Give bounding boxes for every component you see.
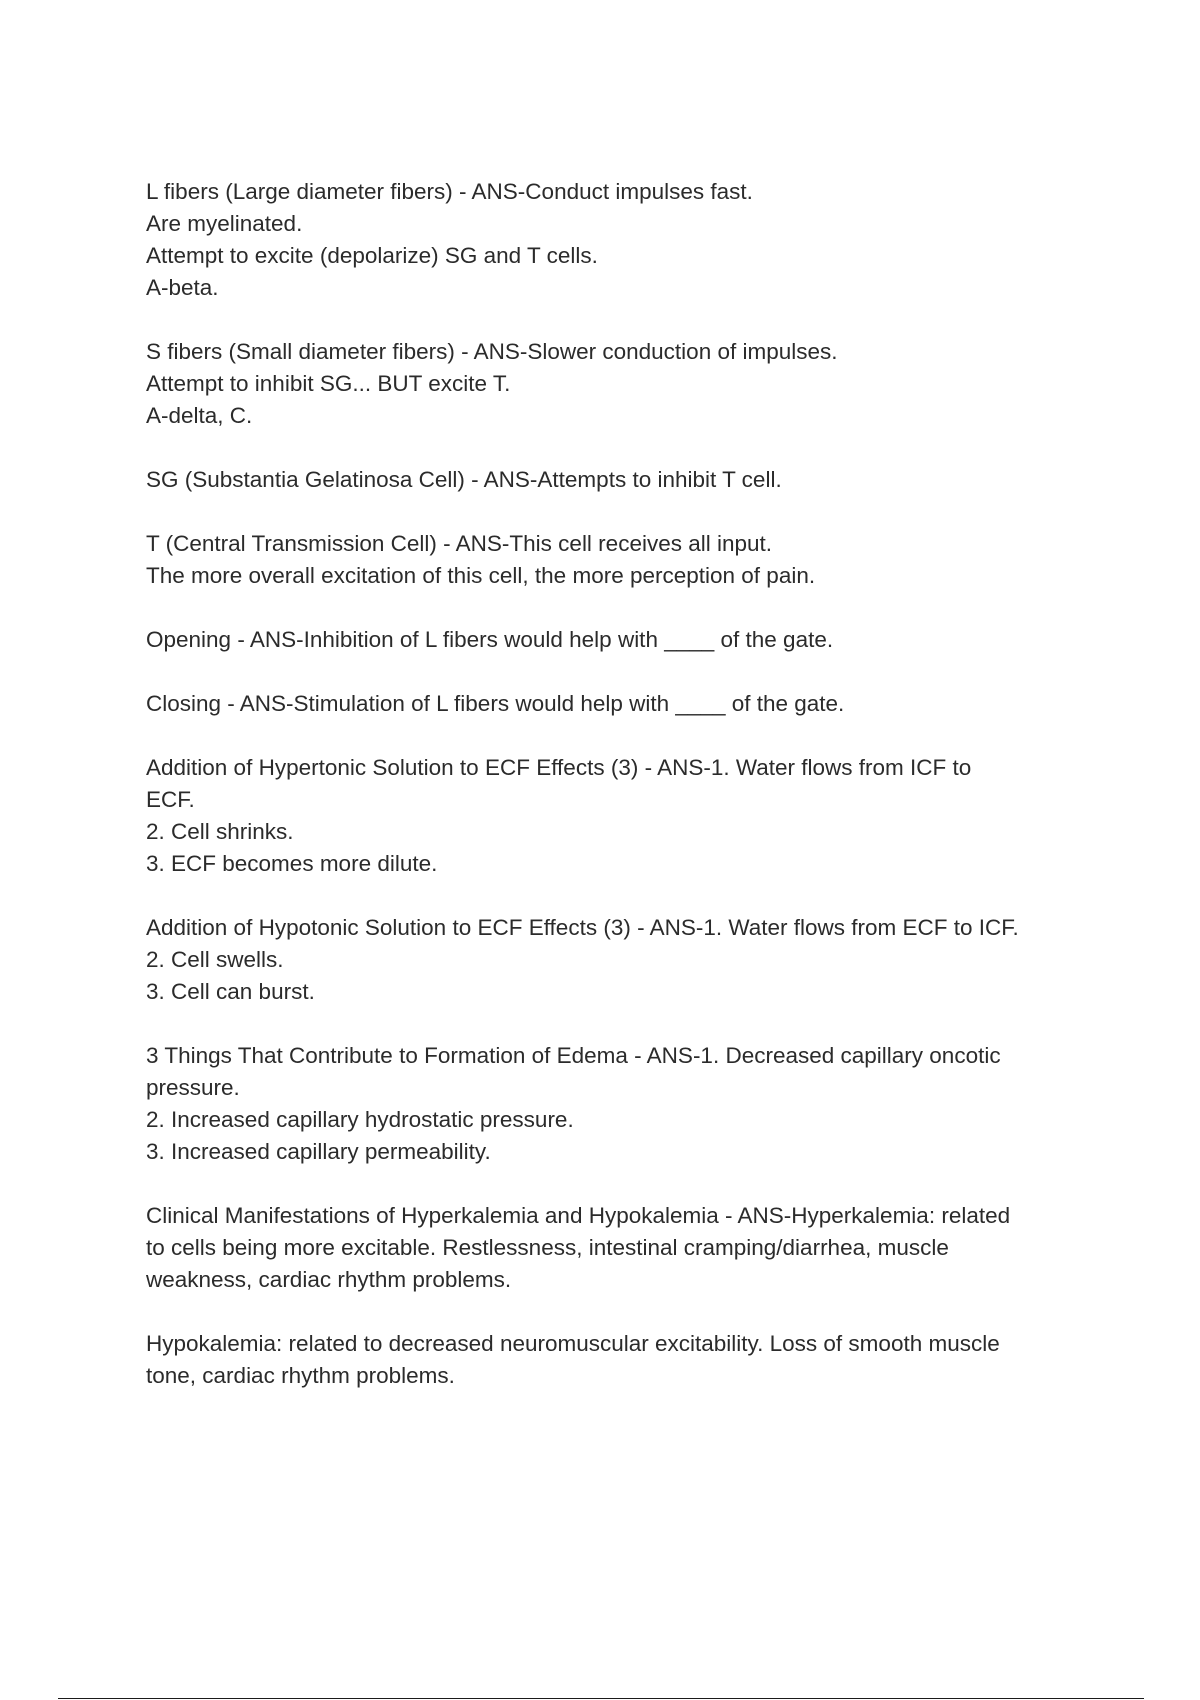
entry-line: Hypokalemia: related to decreased neuromuscular excitability. Loss of smooth muscle — [146, 1331, 1000, 1356]
entry-opening — [146, 624, 1096, 656]
footer-divider — [58, 1698, 1144, 1699]
entry-closing — [146, 688, 1096, 720]
entry-line: 3. Cell can burst. — [146, 979, 315, 1004]
entry-hypotonic — [146, 912, 1096, 1008]
entry-line: 3. ECF becomes more dilute. — [146, 851, 438, 876]
entry-hypokalemia — [146, 1328, 1096, 1392]
entry-line: Addition of Hypertonic Solution to ECF Effects (3) - ANS-1. Water flows from ICF to — [146, 755, 972, 780]
entry-l-fibers — [146, 176, 1096, 304]
entry-line: pressure. — [146, 1075, 240, 1100]
entry-edema — [146, 1040, 1096, 1168]
entry-line: Attempt to inhibit SG... BUT excite T. — [146, 371, 511, 396]
entry-line: 3 Things That Contribute to Formation of Edema - ANS-1. Decreased capillary oncotic — [146, 1043, 1001, 1068]
entry-line: Attempt to excite (depolarize) SG and T cells. — [146, 243, 598, 268]
entry-line: The more overall excitation of this cell, the more perception of pain. — [146, 563, 816, 588]
entry-line: A-delta, C. — [146, 403, 253, 428]
entry-hyperkalemia — [146, 1200, 1096, 1296]
entry-sg-cell — [146, 464, 1096, 496]
entry-line: T (Central Transmission Cell) - ANS-This cell receives all input. — [146, 531, 773, 556]
entry-line: SG (Substantia Gelatinosa Cell) - ANS-Attempts to inhibit T cell. — [146, 467, 782, 492]
entry-line: Clinical Manifestations of Hyperkalemia and Hypokalemia - ANS-Hyperkalemia: related — [146, 1203, 1011, 1228]
entry-line: tone, cardiac rhythm problems. — [146, 1363, 455, 1388]
entry-line: to cells being more excitable. Restlessness, intestinal cramping/diarrhea, muscle — [146, 1235, 949, 1260]
entry-line: Addition of Hypotonic Solution to ECF Effects (3) - ANS-1. Water flows from ECF to ICF. — [146, 915, 1019, 940]
entry-s-fibers — [146, 336, 1096, 432]
entry-line: 3. Increased capillary permeability. — [146, 1139, 491, 1164]
entry-t-cell — [146, 528, 1096, 592]
entry-line: S fibers (Small diameter fibers) - ANS-Slower conduction of impulses. — [146, 339, 838, 364]
entry-line: weakness, cardiac rhythm problems. — [146, 1267, 512, 1292]
entry-line: A-beta. — [146, 275, 219, 300]
entry-line: 2. Cell swells. — [146, 947, 284, 972]
entry-line: Are myelinated. — [146, 211, 303, 236]
entry-hypertonic — [146, 752, 1096, 880]
entry-line: L fibers (Large diameter fibers) - ANS-Conduct impulses fast. — [146, 179, 753, 204]
document-body — [146, 176, 1096, 1424]
entry-line: Closing - ANS-Stimulation of L fibers would help with ____ of the gate. — [146, 691, 845, 716]
entry-line: ECF. — [146, 787, 195, 812]
entry-line: 2. Cell shrinks. — [146, 819, 294, 844]
entry-line: 2. Increased capillary hydrostatic pressure. — [146, 1107, 574, 1132]
entry-line: Opening - ANS-Inhibition of L fibers would help with ____ of the gate. — [146, 627, 834, 652]
